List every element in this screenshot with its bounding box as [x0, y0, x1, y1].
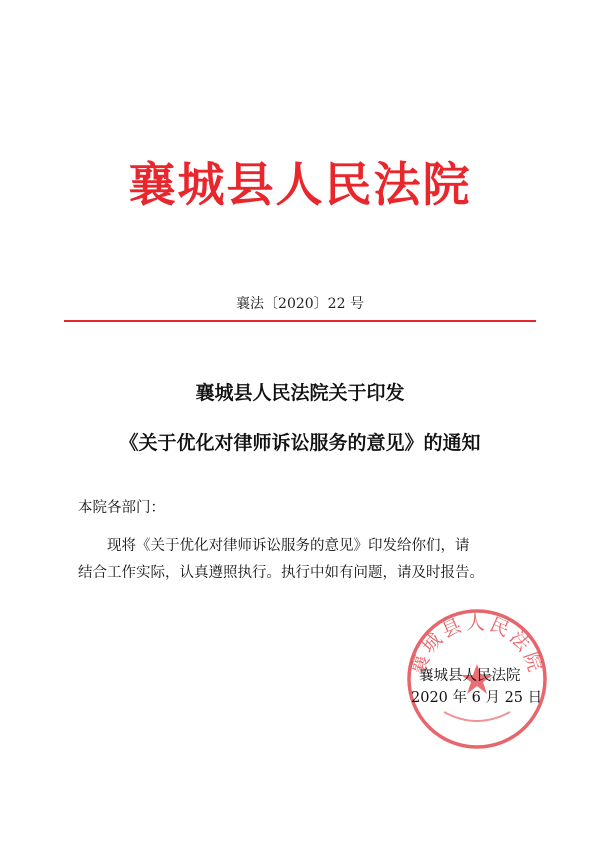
- notice-title-line-1: 襄城县人民法院关于印发: [195, 382, 405, 404]
- notice-body: [78, 533, 548, 587]
- salutation: 本院各部门：: [78, 500, 165, 516]
- signature-org: 襄城县人民法院: [419, 668, 521, 684]
- seal-arc-text: 襄城县人民法院: [407, 612, 547, 678]
- body-line-2: 结合工作实际，认真遵照执行。执行中如有问题，请及时报告。: [78, 565, 484, 581]
- signature-date: 2020 年 6 月 25 日: [411, 690, 543, 706]
- red-divider-line: [64, 320, 536, 322]
- notice-title-line-2: 《关于优化对律师诉讼服务的意见》的通知: [119, 432, 481, 454]
- seal-emblem-base: [444, 712, 510, 721]
- issuing-org-header: 襄城县人民法院: [128, 158, 472, 213]
- body-line-1: 现将《关于优化对律师诉讼服务的意见》印发给你们，请: [107, 538, 470, 554]
- document-number: 襄法〔2020〕22 号: [236, 296, 364, 312]
